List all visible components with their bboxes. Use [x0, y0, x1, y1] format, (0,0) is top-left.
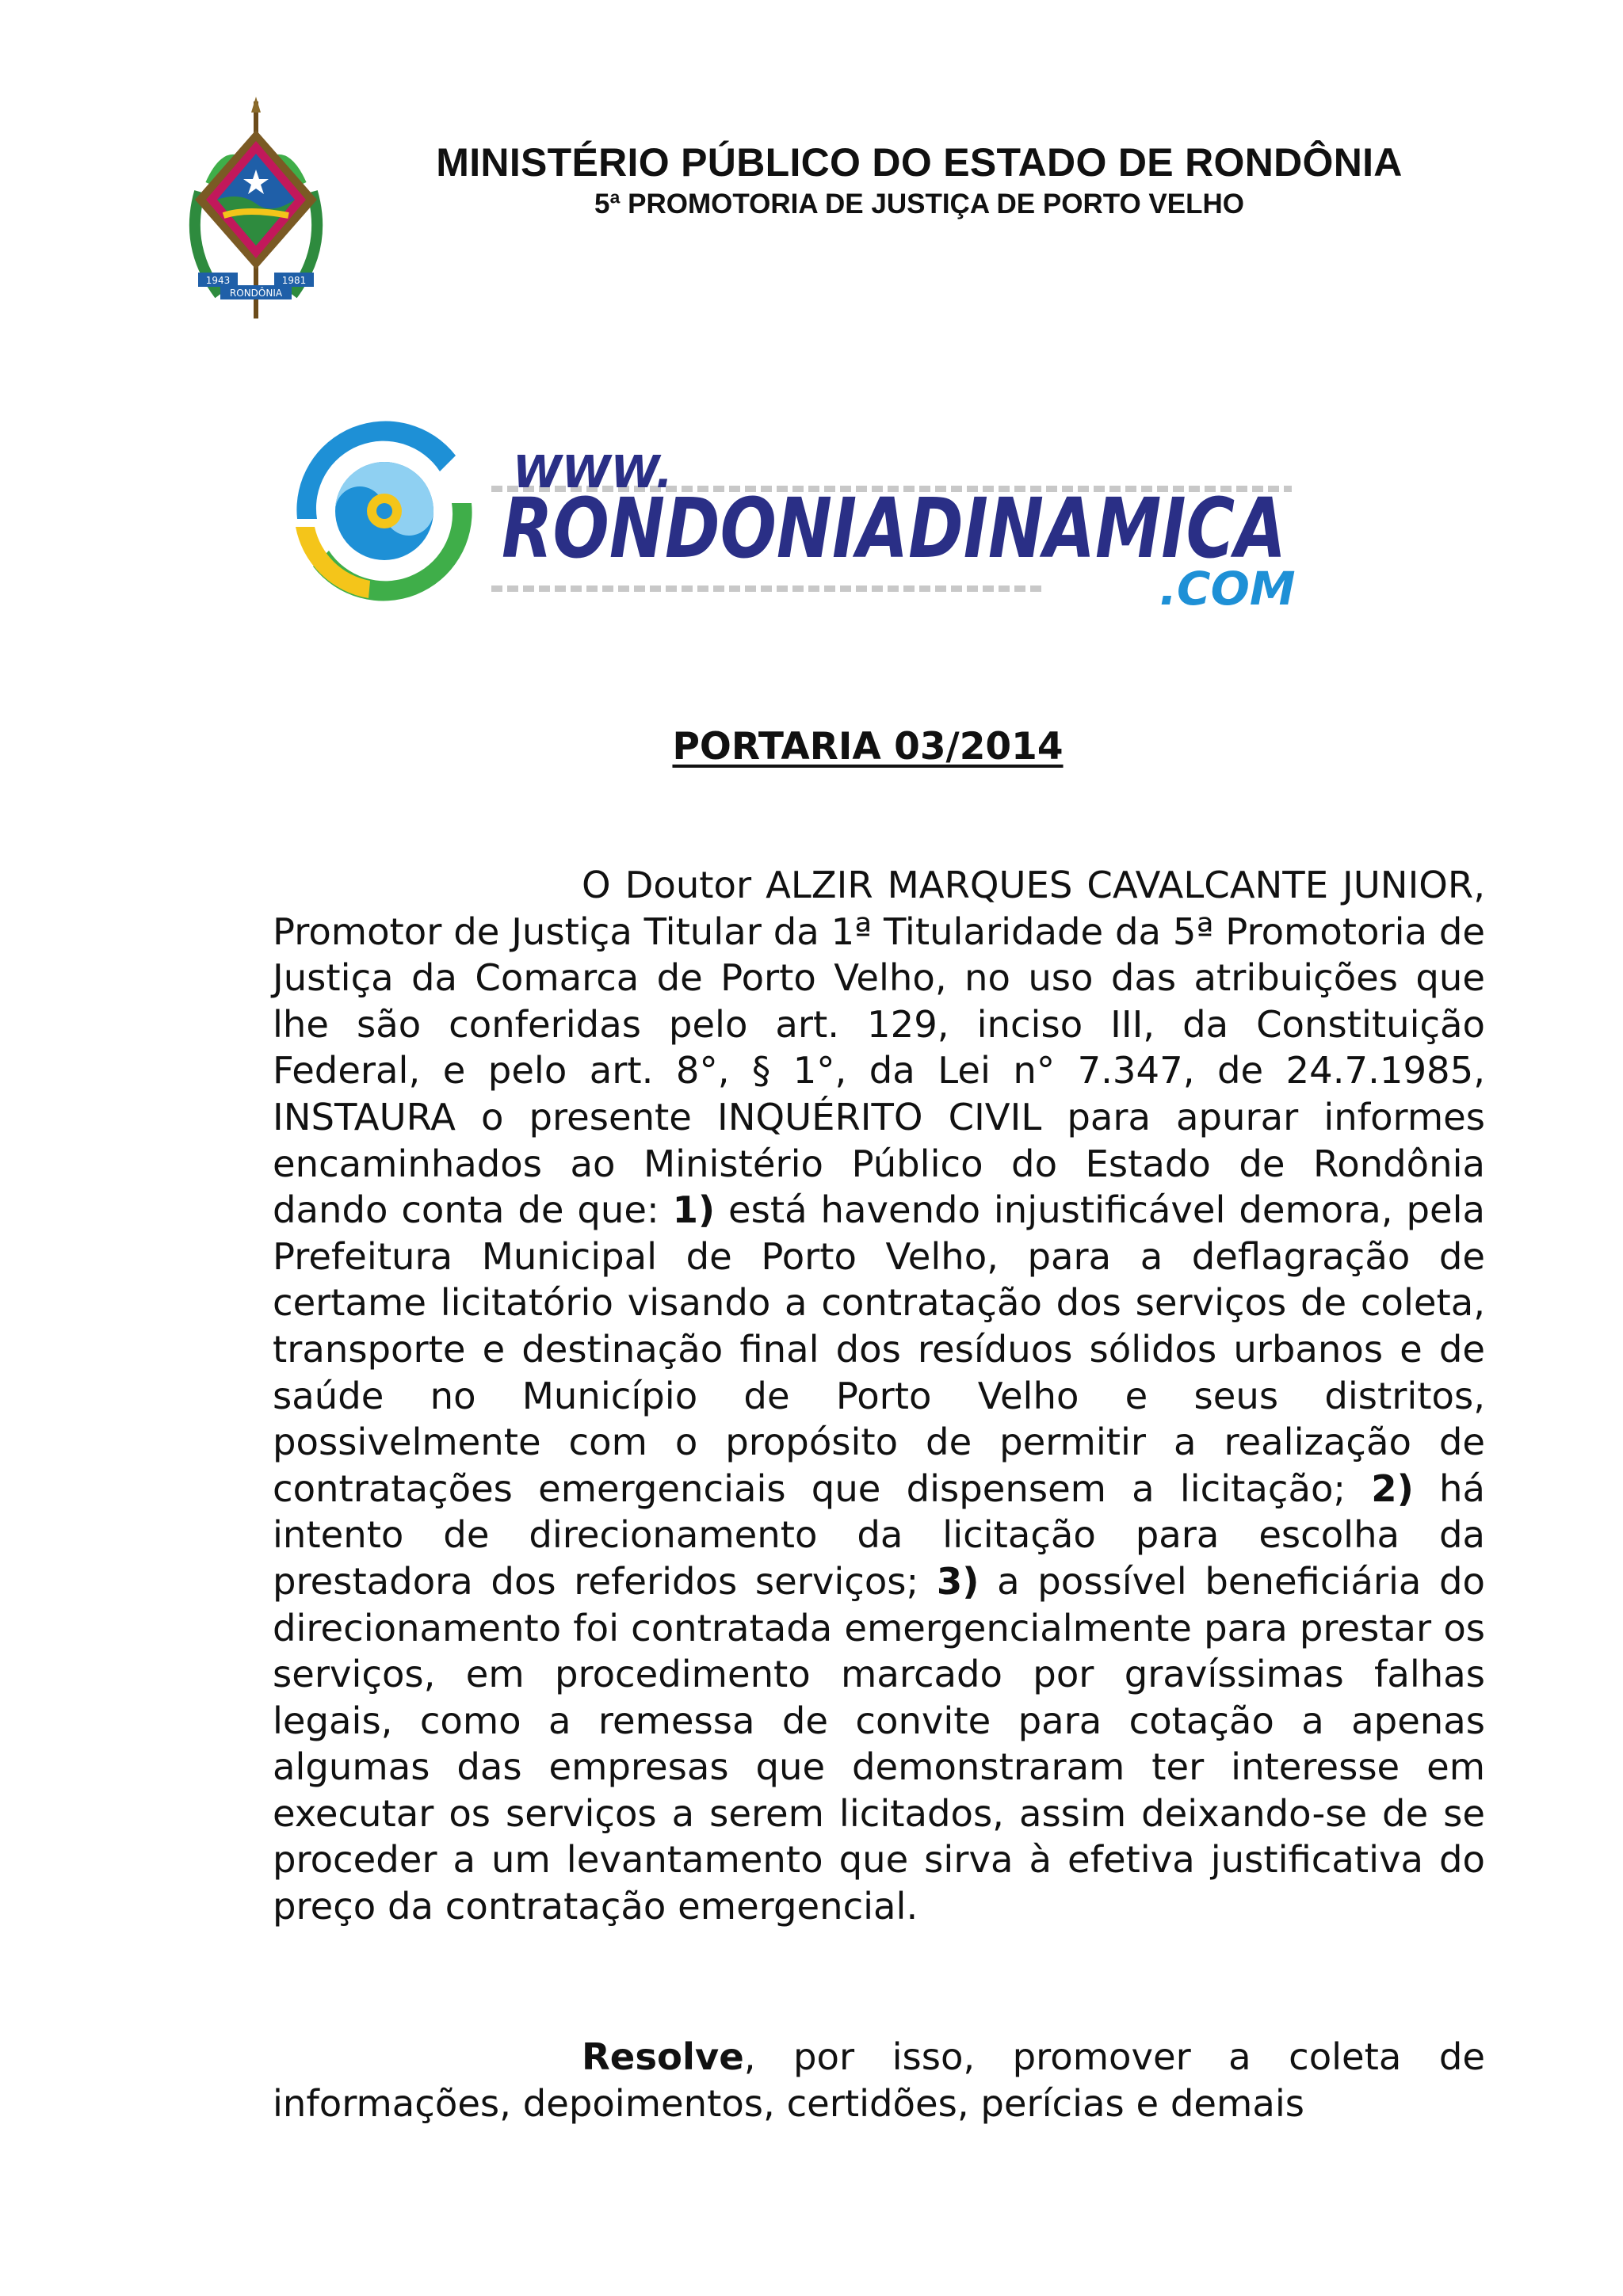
organization-title: MINISTÉRIO PÚBLICO DO ESTADO DE RONDÔNIA [436, 140, 1403, 185]
p2-text: , por isso, promover a coleta de informações, depoimentos, certidões, perícias e demais [273, 2035, 1485, 2125]
p1-sentence-1: O Doutor ALZIR MARQUES CAVALCANTE JUNIOR, Promotor de Justiça Titular da 1ª Titularidade da 5ª Promotoria de Justiça da Comarca de Porto Velho, no uso das atribuições que lhe são conferidas pelo art. 129, inciso III, da Constituição Federal, e pelo art. 8°, § 1°, da Lei n° 7.347, de 24.7.1985, INSTAURA o presente INQUÉRITO CIVIL para apurar informes encaminhados ao Ministério Público do Estado de Rondônia dando conta de que: [273, 864, 1485, 1232]
item-marker-1: 1) [672, 1188, 716, 1232]
logo-line2: RONDONIADINAMICA [502, 480, 1286, 577]
document-title: PORTARIA 03/2014 [672, 725, 1064, 769]
paragraph-resolve [273, 2034, 1485, 2126]
resolve-keyword: Resolve [582, 2035, 744, 2078]
logo-line3: .COM [1159, 562, 1296, 614]
item-marker-2: 2) [1371, 1466, 1414, 1510]
seal-year-left: 1943 [205, 275, 231, 286]
office-subtitle: 5ª PROMOTORIA DE JUSTIÇA DE PORTO VELHO [594, 189, 1244, 219]
paragraph-instauration [273, 862, 1485, 1930]
p1-sentence-2: está havendo injustificável demora, pela Prefeitura Municipal de Porto Velho, para a deflagração de certame licitatório visando a contratação dos serviços de coleta, transporte e destinação final dos resíduos sólidos urbanos e de saúde no Município de Porto Velho e seus distritos, possivelmente com o propósito de permitir a realização de contratações emergenciais que dispensem a licitação; [273, 1188, 1485, 1510]
p1-sentence-4: a possível beneficiária do direcionamento foi contratada emergencialmente para prestar os serviços, em procedimento marcado por gravíssimas falhas legais, como a remessa de convite para cotação a apenas algumas das empresas que demonstraram ter interesse em executar os serviços a serem licitados, assim deixando-se de se proceder a um levantamento que sirva à efetiva justificativa do preço da contratação emergencial. [273, 1559, 1485, 1928]
rondoniadinamica-logo-icon [281, 408, 1296, 614]
p1-sentence-3: há intento de direcionamento da licitação para escolha da prestadora dos referidos serviços; [273, 1466, 1486, 1603]
seal-year-right: 1981 [281, 275, 307, 286]
coat-of-arms-icon [176, 97, 336, 323]
logo-line1: WWW. [513, 447, 673, 498]
seal-banner: RONDÔNIA [229, 288, 283, 299]
item-marker-3: 3) [936, 1559, 980, 1603]
